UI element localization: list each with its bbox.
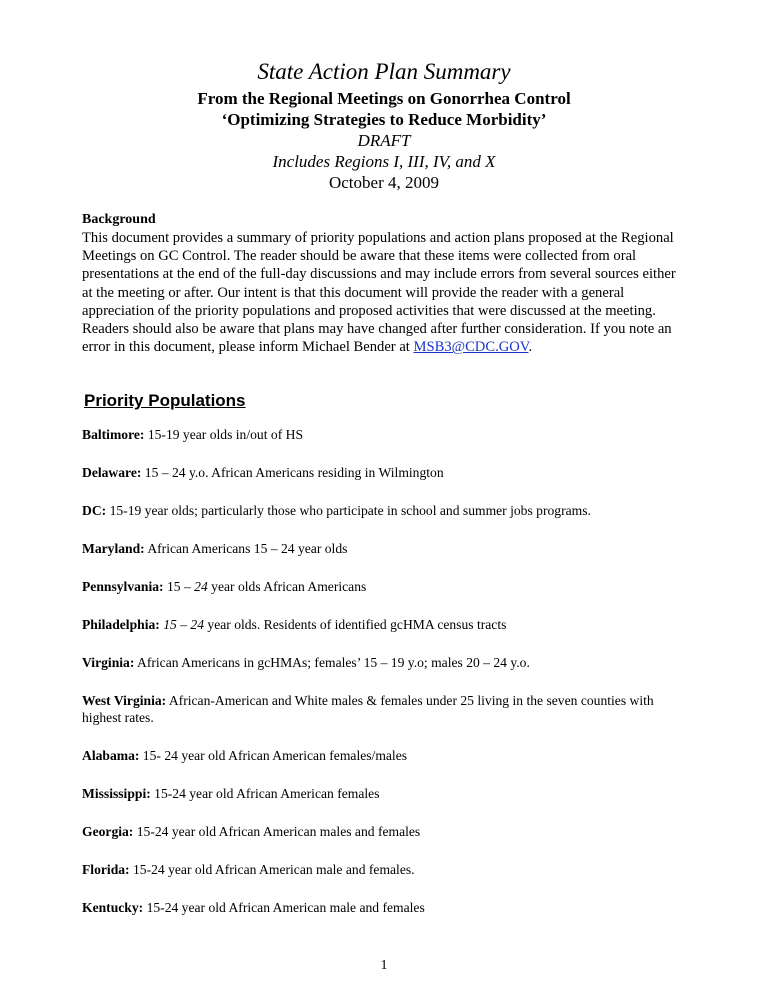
population-text: 15 – 24 y.o. African Americans residing in Wilmington: [141, 465, 444, 481]
population-text-italic: 24: [194, 579, 208, 595]
population-text: 15 –: [163, 579, 195, 595]
list-item: [82, 747, 686, 764]
population-text: African Americans 15 – 24 year olds: [144, 541, 348, 557]
population-text: African Americans in gcHMAs; females’ 15 – 19 y.o; males 20 – 24 y.o.: [134, 655, 530, 671]
list-item: [82, 899, 686, 916]
list-item: [82, 616, 686, 633]
state-name: DC:: [82, 503, 107, 519]
priority-populations-heading: Priority Populations: [84, 391, 246, 411]
population-text: 15-24 year old African American females: [150, 786, 380, 802]
background-period: .: [528, 339, 533, 356]
population-text: year olds African Americans: [207, 579, 367, 595]
regions-line: Includes Regions I, III, IV, and X: [272, 152, 496, 171]
state-name: Alabama:: [82, 748, 140, 764]
page-number: 1: [380, 958, 388, 973]
list-item: [82, 502, 686, 519]
list-item: [82, 823, 686, 840]
list-item: [82, 861, 686, 878]
list-item: [82, 426, 686, 443]
list-item: [82, 578, 686, 595]
background-heading: Background: [82, 212, 156, 227]
population-text: 15- 24 year old African American females/males: [139, 748, 408, 764]
population-text: 15-24 year old African American male and females: [143, 900, 425, 916]
state-name: Virginia:: [82, 655, 135, 671]
state-name: Baltimore:: [82, 427, 145, 443]
background-text: This document provides a summary of priority populations and action plans proposed at the Regional Meetings on GC Control. The reader should be aware that these items were collected from oral presentations at the end of the full-day discussions and may include errors from several sources either at the meeting or after. Our intent is that this document will provide the reader with a general appreciation of the priority populations and proposed activities that were discussed at the meeting. Readers should also be aware that plans may have changed after further consideration. If you note an error in this document, please inform Michael Bender at: [82, 230, 676, 356]
state-name: Philadelphia:: [82, 617, 160, 633]
state-name: Florida:: [82, 862, 130, 878]
contact-email-link[interactable]: MSB3@CDC.GOV: [413, 339, 529, 356]
state-name: West Virginia:: [82, 693, 167, 709]
population-text: 15-19 year olds in/out of HS: [144, 427, 304, 443]
draft-label: DRAFT: [357, 131, 411, 150]
state-name: Maryland:: [82, 541, 145, 557]
population-text: year olds. Residents of identified gcHMA census tracts: [204, 617, 507, 633]
document-header: [82, 58, 686, 193]
population-text: African-American and White males & females under 25 living in the seven counties with highest rates.: [82, 693, 654, 726]
state-name: Georgia:: [82, 824, 134, 840]
state-name: Pennsylvania:: [82, 579, 164, 595]
population-text-italic: 15 – 24: [163, 617, 204, 633]
background-paragraph: [82, 229, 686, 356]
list-item: [82, 540, 686, 557]
list-item: [82, 692, 686, 726]
list-item: [82, 464, 686, 481]
population-text: 15-24 year old African American male and females.: [129, 862, 415, 878]
subtitle-meetings: From the Regional Meetings on Gonorrhea Control: [197, 89, 571, 108]
priority-populations-list: [82, 426, 686, 916]
list-item: [82, 654, 686, 671]
document-date: October 4, 2009: [328, 173, 439, 192]
population-text: 15-19 year olds; particularly those who participate in school and summer jobs programs.: [106, 503, 591, 519]
state-name: Kentucky:: [82, 900, 144, 916]
population-text: 15-24 year old African American males and females: [133, 824, 421, 840]
state-name: Mississippi:: [82, 786, 151, 802]
subtitle-strategies: ‘Optimizing Strategies to Reduce Morbidity’: [221, 110, 547, 129]
state-name: Delaware:: [82, 465, 142, 481]
document-title: State Action Plan Summary: [257, 59, 511, 84]
list-item: [82, 785, 686, 802]
